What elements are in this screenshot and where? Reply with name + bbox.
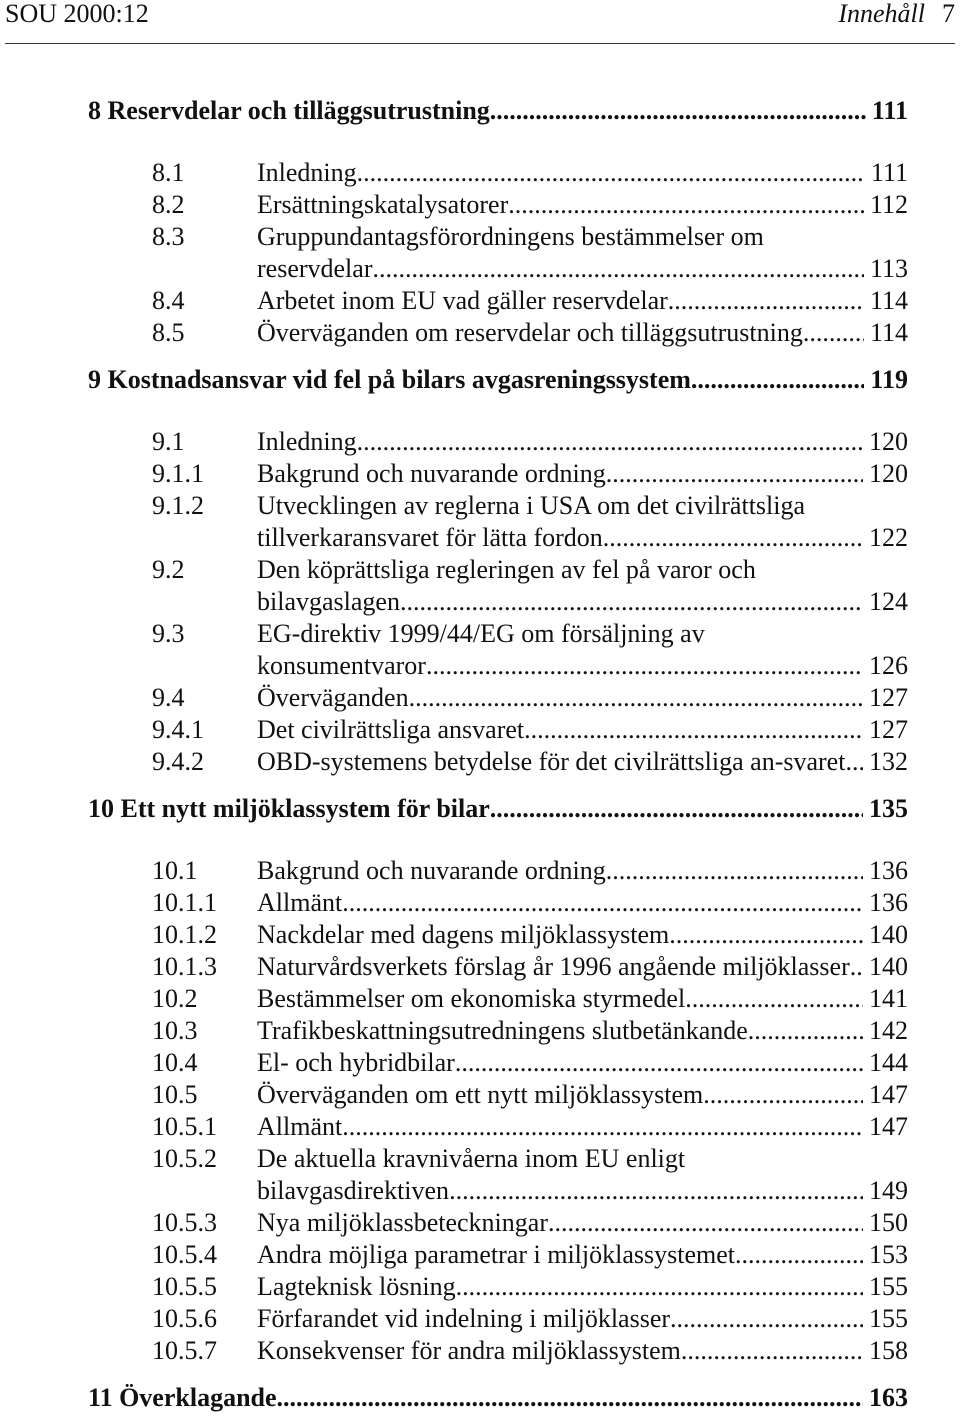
- entry-last-line: [257, 1047, 908, 1079]
- entry-title-line: Inledning: [257, 158, 357, 187]
- entry-page-number: 155: [869, 1304, 908, 1333]
- entry-title-block: [257, 887, 908, 919]
- entry-title-line: Överväganden om ett nytt miljöklassystem: [257, 1080, 704, 1109]
- dot-leader: [669, 919, 863, 951]
- entry-title-line: Nya miljöklassbeteckningar: [257, 1208, 548, 1237]
- entry-title-block: [257, 746, 908, 778]
- entry-number: 9.1: [152, 427, 185, 456]
- dot-leader: [548, 1207, 863, 1239]
- chapter-section: [88, 364, 908, 778]
- entry-title-block: [257, 855, 908, 887]
- entry-page-number: 140: [869, 952, 908, 981]
- dot-leader: [400, 586, 863, 618]
- entry-number: 10.1: [152, 856, 198, 885]
- entry-page-number: 120: [869, 427, 908, 456]
- entry-last-line: [257, 522, 908, 554]
- section-list: [88, 426, 908, 778]
- chapter-heading: [88, 1382, 908, 1414]
- entry-title-line: Lagteknisk lösning: [257, 1272, 456, 1301]
- entry-last-line: [257, 586, 908, 618]
- dot-leader: [426, 650, 863, 682]
- entry-last-line: [257, 1015, 908, 1047]
- dot-leader: [490, 95, 866, 127]
- toc-entry: [152, 983, 908, 1015]
- entry-page-number: 155: [869, 1272, 908, 1301]
- entry-page-number: 120: [869, 459, 908, 488]
- entry-last-line: [257, 426, 908, 458]
- entry-title-line: Konsekvenser för andra miljöklassystem: [257, 1336, 681, 1365]
- entry-title-line: OBD-systemens betydelse för det civilrättsliga an-svaret: [257, 747, 846, 776]
- dot-leader: [691, 364, 865, 396]
- chapter-number: 9: [88, 365, 101, 394]
- entry-title-block: [257, 1303, 908, 1335]
- entry-number: 10.5.4: [152, 1240, 217, 1269]
- entry-page-number: 147: [869, 1112, 908, 1141]
- entry-title-line: konsumentvaror: [257, 651, 426, 680]
- entry-title-line: Trafikbeskattningsutredningens slutbetänkande: [257, 1016, 748, 1045]
- entry-title-block: [257, 285, 908, 317]
- entry-title-line: Överväganden om reservdelar och tilläggsutrustning: [257, 318, 803, 347]
- entry-number: 10.5.5: [152, 1272, 217, 1301]
- entry-title-block: [257, 426, 908, 458]
- entry-title-block: [257, 951, 908, 983]
- toc-entry: [152, 157, 908, 189]
- toc-entry: [152, 618, 908, 682]
- entry-page-number: 132: [869, 747, 908, 776]
- dot-leader: [342, 887, 863, 919]
- entry-page-number: 141: [869, 984, 908, 1013]
- toc-entry: [152, 919, 908, 951]
- toc-entry: [152, 887, 908, 919]
- entry-title-block: [257, 1143, 908, 1207]
- entry-page-number: 158: [869, 1336, 908, 1365]
- entry-number: 10.1.1: [152, 888, 217, 917]
- document-id: SOU 2000:12: [5, 0, 149, 28]
- entry-title-block: [257, 490, 908, 554]
- entry-last-line: [257, 1175, 908, 1207]
- entry-title-line: Arbetet inom EU vad gäller reservdelar: [257, 286, 668, 315]
- entry-page-number: 124: [869, 587, 908, 616]
- entry-title-block: [257, 221, 908, 285]
- chapter-heading: [88, 793, 908, 825]
- toc-entry: [152, 1047, 908, 1079]
- entry-page-number: 113: [869, 254, 908, 283]
- entry-number: 8.3: [152, 222, 185, 251]
- entry-last-line: [257, 1207, 908, 1239]
- entry-title-line: EG-direktiv 1999/44/EG om försäljning av: [257, 619, 705, 648]
- section-list: [88, 157, 908, 349]
- entry-number: 9.4: [152, 683, 185, 712]
- entry-title-block: [257, 458, 908, 490]
- entry-page-number: 126: [869, 651, 908, 680]
- entry-title-block: [257, 1271, 908, 1303]
- entry-page-number: 136: [869, 856, 908, 885]
- entry-title-block: [257, 1079, 908, 1111]
- entry-last-line: [257, 1303, 908, 1335]
- entry-title-line: reservdelar: [257, 254, 373, 283]
- entry-title-block: [257, 189, 908, 221]
- toc-entry: [152, 1335, 908, 1367]
- entry-title-block: [257, 714, 908, 746]
- entry-last-line: [257, 1239, 908, 1271]
- section-label: Innehåll: [838, 0, 925, 28]
- dot-leader: [409, 682, 863, 714]
- entry-title-line: Den köprättsliga regleringen av fel på varor och: [257, 555, 756, 584]
- toc-entry: [152, 490, 908, 554]
- dot-leader: [524, 714, 863, 746]
- dot-leader: [603, 522, 863, 554]
- entry-title-block: [257, 1335, 908, 1367]
- entry-number: 8.4: [152, 286, 185, 315]
- toc-entry: [152, 855, 908, 887]
- dot-leader: [490, 793, 863, 825]
- toc-entry: [152, 1239, 908, 1271]
- toc-entry: [152, 189, 908, 221]
- entry-title-line: bilavgasdirektiven: [257, 1176, 450, 1205]
- toc-entry: [152, 554, 908, 618]
- entry-number: 8.5: [152, 318, 185, 347]
- entry-number: 8.2: [152, 190, 185, 219]
- toc-entry: [152, 221, 908, 285]
- entry-number: 9.1.2: [152, 491, 204, 520]
- entry-page-number: 153: [869, 1240, 908, 1269]
- chapter-section: [88, 793, 908, 1367]
- dot-leader: [449, 1175, 863, 1207]
- entry-last-line: [257, 317, 908, 349]
- toc-entry: [152, 1015, 908, 1047]
- entry-title-line: Naturvårdsverkets förslag år 1996 angående miljöklasser: [257, 952, 850, 981]
- entry-last-line: [257, 855, 908, 887]
- dot-leader: [670, 1303, 863, 1335]
- dot-leader: [681, 1335, 863, 1367]
- entry-title-line: Förfarandet vid indelning i miljöklasser: [257, 1304, 671, 1333]
- dot-leader: [685, 983, 863, 1015]
- dot-leader: [668, 285, 864, 317]
- entry-page-number: 114: [869, 286, 908, 315]
- dot-leader: [277, 1382, 863, 1414]
- entry-title-line: El- och hybridbilar: [257, 1048, 455, 1077]
- chapter-number: 8: [88, 96, 101, 125]
- toc-entry: [152, 1303, 908, 1335]
- entry-number: 10.5.7: [152, 1336, 217, 1365]
- entry-title-line: Ersättningskatalysatorer: [257, 190, 509, 219]
- entry-title-block: [257, 682, 908, 714]
- entry-title-line: De aktuella kravnivåerna inom EU enligt: [257, 1144, 686, 1173]
- entry-last-line: [257, 285, 908, 317]
- entry-last-line: [257, 919, 908, 951]
- dot-leader: [357, 157, 865, 189]
- entry-page-number: 142: [869, 1016, 908, 1045]
- toc-entry: [152, 1111, 908, 1143]
- entry-number: 9.2: [152, 555, 185, 584]
- chapter-page-number: 111: [871, 96, 908, 125]
- entry-last-line: [257, 1111, 908, 1143]
- entry-page-number: 149: [869, 1176, 908, 1205]
- chapter-title: Kostnadsansvar vid fel på bilars avgasreningssystem: [107, 365, 691, 394]
- toc-entry: [152, 1079, 908, 1111]
- header-rule: [5, 43, 955, 44]
- toc-entry: [152, 714, 908, 746]
- entry-number: 10.1.2: [152, 920, 217, 949]
- entry-last-line: [257, 983, 908, 1015]
- entry-title-block: [257, 554, 908, 618]
- entry-number: 9.1.1: [152, 459, 204, 488]
- entry-title-line: Bakgrund och nuvarande ordning: [257, 856, 606, 885]
- entry-title-block: [257, 618, 908, 682]
- entry-page-number: 150: [869, 1208, 908, 1237]
- section-list: [88, 855, 908, 1367]
- chapter-title: Överklagande: [119, 1383, 277, 1412]
- dot-leader: [735, 1239, 863, 1271]
- dot-leader: [606, 458, 863, 490]
- entry-page-number: 140: [869, 920, 908, 949]
- entry-title-line: Gruppundantagsförordningens bestämmelser om: [257, 222, 764, 251]
- toc-entry: [152, 746, 908, 778]
- running-header: [5, 0, 955, 28]
- entry-title-block: [257, 1015, 908, 1047]
- entry-last-line: [257, 189, 908, 221]
- entry-last-line: [257, 887, 908, 919]
- entry-title-block: [257, 1047, 908, 1079]
- entry-page-number: 112: [869, 190, 908, 219]
- dot-leader: [703, 1079, 863, 1111]
- entry-last-line: [257, 1079, 908, 1111]
- dot-leader: [748, 1015, 863, 1047]
- entry-title-line: bilavgaslagen: [257, 587, 400, 616]
- dot-leader: [456, 1271, 863, 1303]
- entry-title-line: Bestämmelser om ekonomiska styrmedel: [257, 984, 686, 1013]
- toc-entry: [152, 317, 908, 349]
- entry-title-block: [257, 1207, 908, 1239]
- toc-entry: [152, 458, 908, 490]
- entry-page-number: 111: [870, 158, 908, 187]
- dot-leader: [803, 317, 864, 349]
- table-of-contents: [88, 95, 908, 1414]
- chapter-section: [88, 1382, 908, 1414]
- entry-number: 10.5.2: [152, 1144, 217, 1173]
- entry-page-number: 127: [869, 683, 908, 712]
- entry-title-block: [257, 919, 908, 951]
- entry-title-line: Överväganden: [257, 683, 409, 712]
- entry-last-line: [257, 458, 908, 490]
- entry-number: 10.4: [152, 1048, 198, 1077]
- running-header-right: [838, 0, 955, 28]
- toc-entry: [152, 951, 908, 983]
- entry-last-line: [257, 650, 908, 682]
- entry-title-block: [257, 983, 908, 1015]
- entry-number: 10.2: [152, 984, 198, 1013]
- dot-leader: [850, 951, 863, 983]
- chapter-title: Ett nytt miljöklassystem för bilar: [120, 794, 490, 823]
- chapter-title: Reservdelar och tilläggsutrustning: [107, 96, 490, 125]
- entry-last-line: [257, 746, 908, 778]
- entry-title-line: Allmänt: [257, 1112, 343, 1141]
- entry-title-line: Inledning: [257, 427, 357, 456]
- dot-leader: [845, 746, 863, 778]
- entry-last-line: [257, 951, 908, 983]
- dot-leader: [455, 1047, 863, 1079]
- entry-number: 9.4.2: [152, 747, 204, 776]
- entry-title-block: [257, 317, 908, 349]
- entry-title-block: [257, 157, 908, 189]
- dot-leader: [606, 855, 863, 887]
- chapter-heading: [88, 364, 908, 396]
- toc-entry: [152, 285, 908, 317]
- entry-number: 10.5.6: [152, 1304, 217, 1333]
- toc-entry: [152, 1207, 908, 1239]
- chapter-number: 11: [88, 1383, 113, 1412]
- chapter-page-number: 163: [869, 1383, 908, 1412]
- entry-page-number: 136: [869, 888, 908, 917]
- page-number: 7: [942, 0, 955, 28]
- dot-leader: [357, 426, 863, 458]
- entry-title-line: Utvecklingen av reglerna i USA om det civilrättsliga: [257, 491, 806, 520]
- toc-entry: [152, 426, 908, 458]
- entry-title-line: Nackdelar med dagens miljöklassystem: [257, 920, 670, 949]
- entry-title-line: tillverkaransvaret för lätta fordon: [257, 523, 603, 552]
- toc-entry: [152, 682, 908, 714]
- entry-number: 8.1: [152, 158, 185, 187]
- entry-page-number: 114: [869, 318, 908, 347]
- entry-number: 10.5.3: [152, 1208, 217, 1237]
- chapter-heading: [88, 95, 908, 127]
- entry-last-line: [257, 1335, 908, 1367]
- dot-leader: [508, 189, 864, 221]
- entry-last-line: [257, 714, 908, 746]
- entry-title-block: [257, 1239, 908, 1271]
- entry-page-number: 122: [869, 523, 908, 552]
- entry-number: 10.3: [152, 1016, 198, 1045]
- chapter-number: 10: [88, 794, 114, 823]
- entry-title-line: Andra möjliga parametrar i miljöklassystemet: [257, 1240, 735, 1269]
- toc-entry: [152, 1143, 908, 1207]
- chapter-page-number: 119: [870, 365, 908, 394]
- chapter-section: [88, 95, 908, 349]
- dot-leader: [372, 253, 863, 285]
- entry-number: 9.4.1: [152, 715, 204, 744]
- entry-page-number: 147: [869, 1080, 908, 1109]
- dot-leader: [342, 1111, 863, 1143]
- entry-page-number: 127: [869, 715, 908, 744]
- entry-title-block: [257, 1111, 908, 1143]
- entry-title-line: Det civilrättsliga ansvaret: [257, 715, 525, 744]
- entry-title-line: Allmänt: [257, 888, 343, 917]
- entry-last-line: [257, 253, 908, 285]
- entry-page-number: 144: [869, 1048, 908, 1077]
- entry-last-line: [257, 1271, 908, 1303]
- chapter-page-number: 135: [869, 794, 908, 823]
- entry-title-line: Bakgrund och nuvarande ordning: [257, 459, 606, 488]
- entry-last-line: [257, 682, 908, 714]
- toc-entry: [152, 1271, 908, 1303]
- entry-last-line: [257, 157, 908, 189]
- entry-number: 10.5: [152, 1080, 198, 1109]
- entry-number: 10.1.3: [152, 952, 217, 981]
- entry-number: 9.3: [152, 619, 185, 648]
- entry-number: 10.5.1: [152, 1112, 217, 1141]
